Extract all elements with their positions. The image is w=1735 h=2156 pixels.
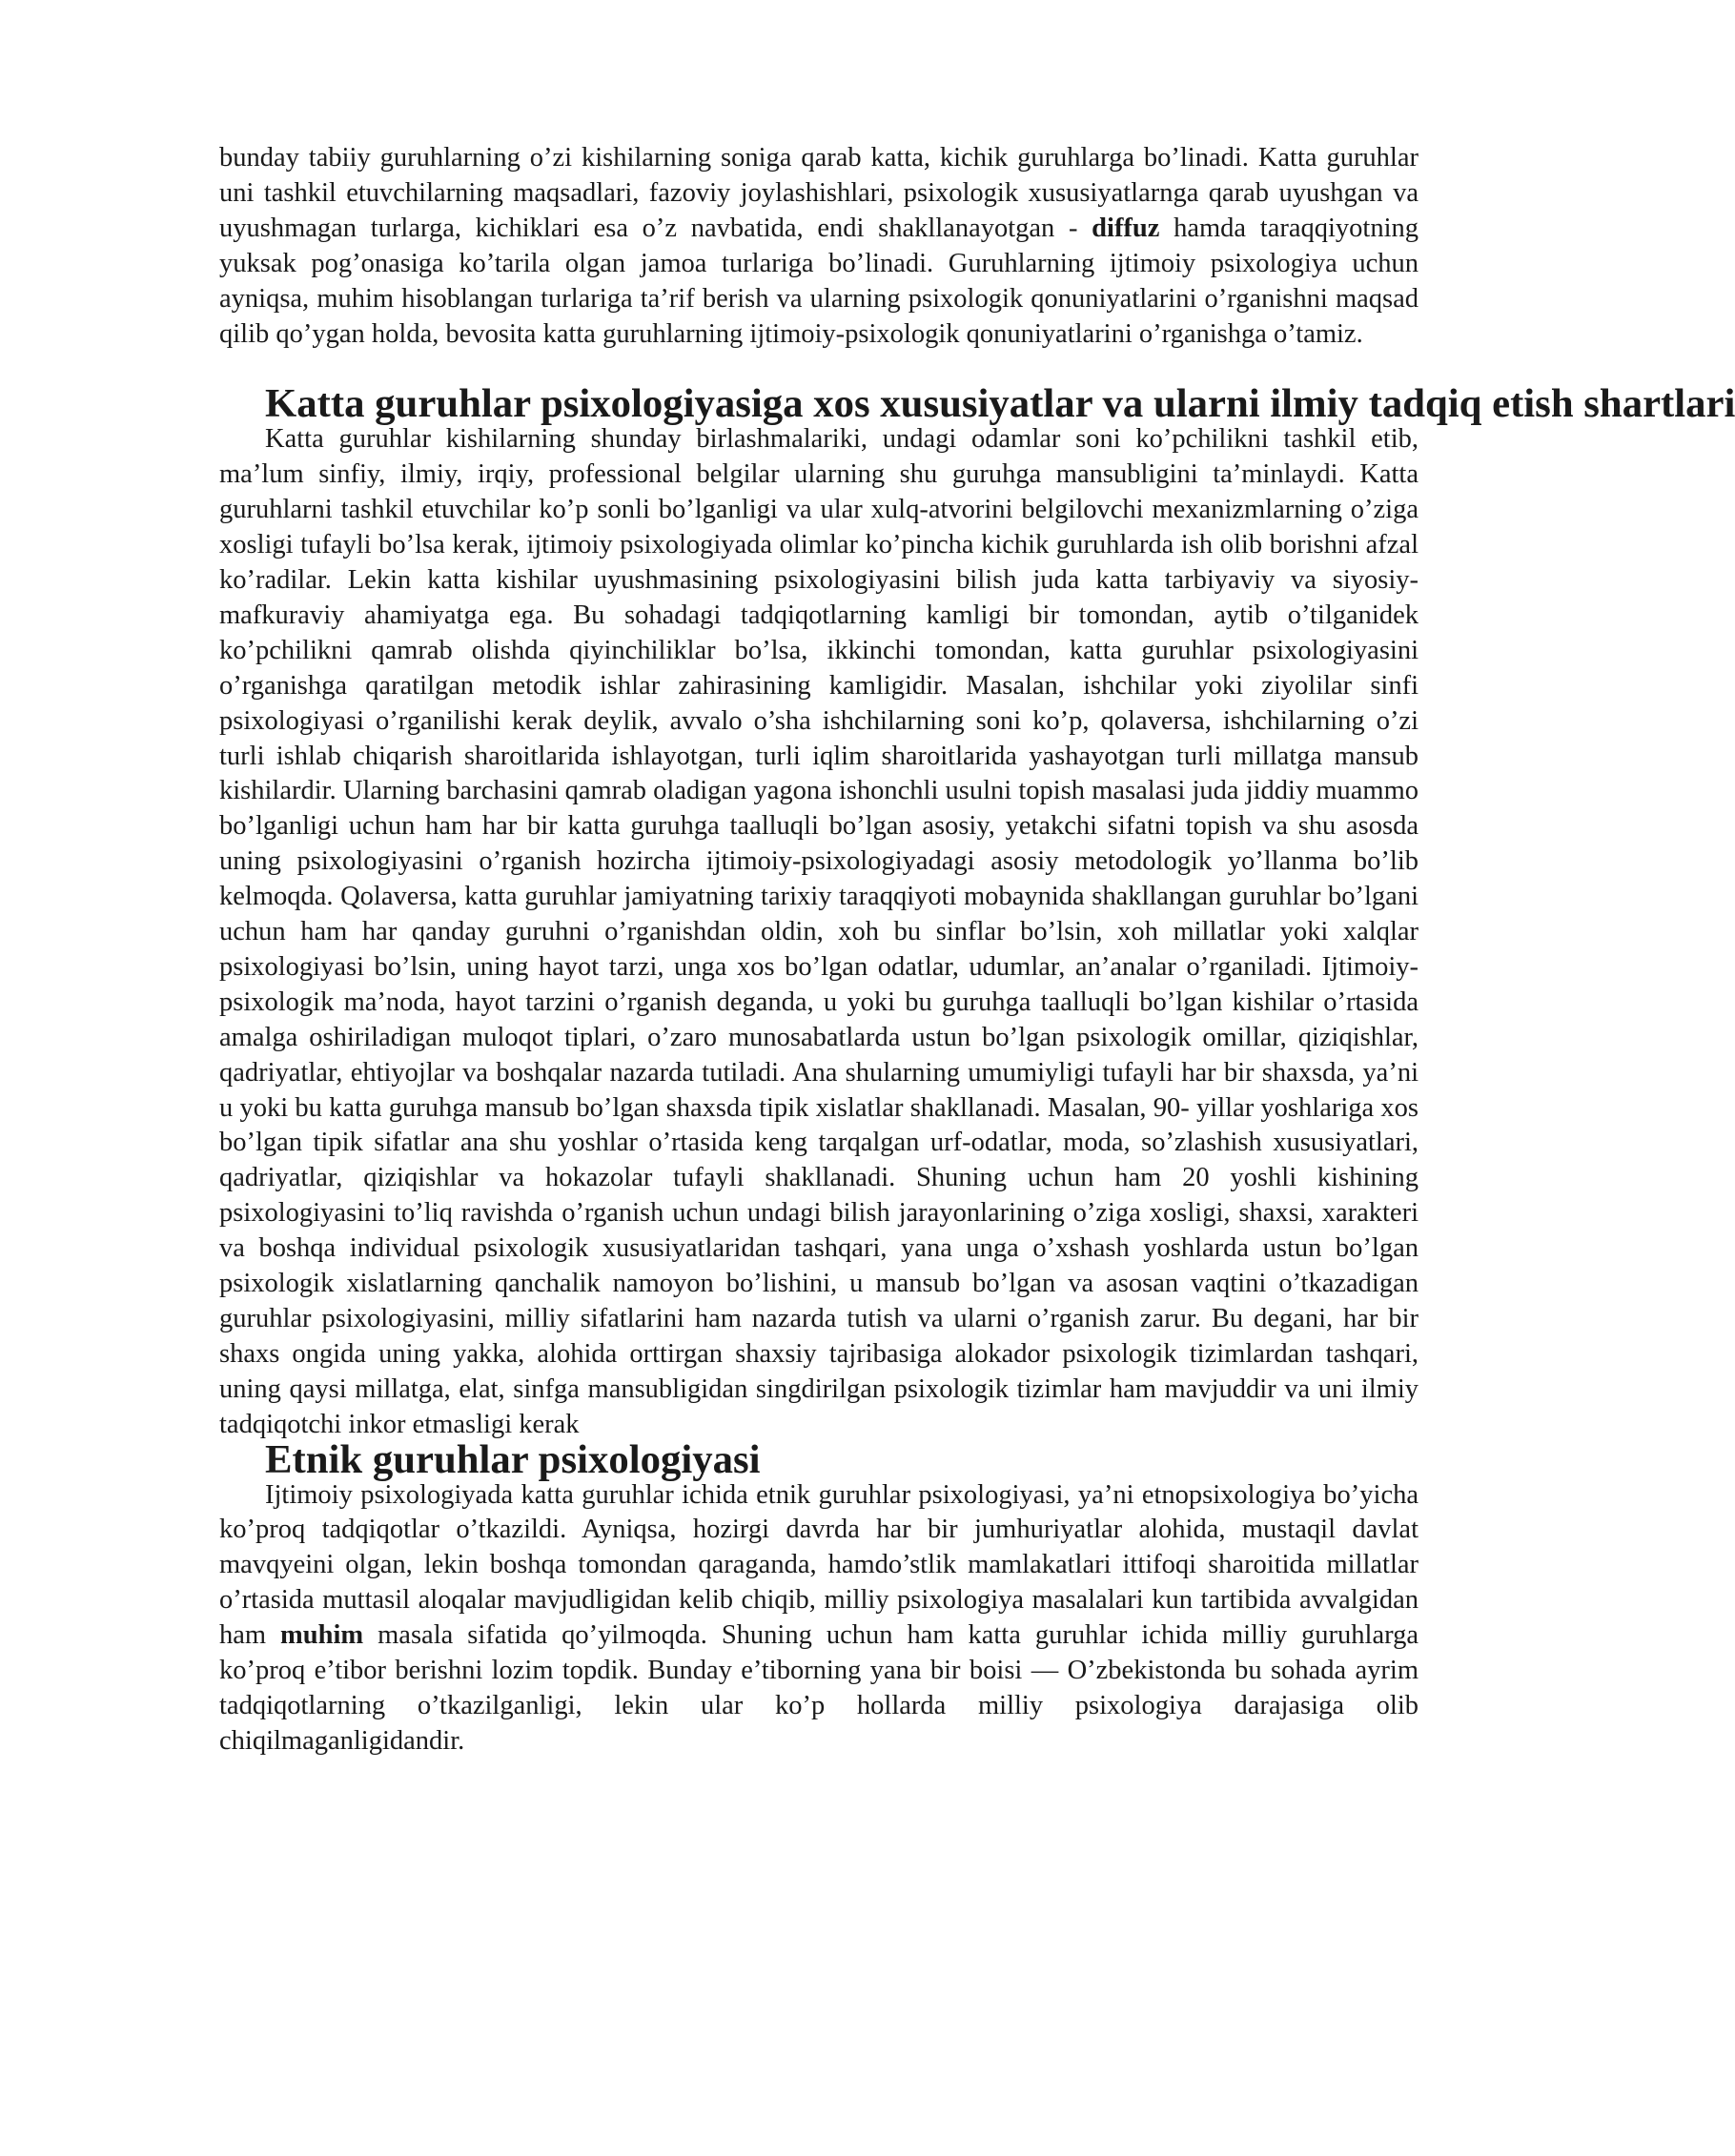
- intro-text-start: bunday tabiiy guruhlarning o’zi kishilarning soniga qarab katta, kichik guruhlarga bo’linadi. Katta guruhlar uni tashkil etuvchilarning maqsadlari, fazoviy joylashishlari, psixologik xususiyatlarnga qarab uyushgan va uyushmagan turlarga, kichiklari esa o’z navbatida, endi shakllanayotgan -: [219, 143, 1419, 243]
- large-groups-paragraph: Katta guruhlar kishilarning shunday birlashmalariki, undagi odamlar soni ko’pchilikni tashkil etib, ma’lum sinfiy, ilmiy, irqiy, professional belgilar ularning shu guruhga mansubligini ta’minlaydi. Katta guruhlarni tashkil etuvchilar ko’p sonli bo’lganligi va ular xulq-atvorini belgilovchi mexanizmlarning o’ziga xosligi tufayli bo’lsa kerak, ijtimoiy psixologiyada olimlar ko’pincha kichik guruhlarda ish olib borishni afzal ko’radilar. Lekin katta kishilar uyushmasining psixologiyasini bilish juda katta tarbiyaviy va siyosiy-mafkuraviy ahamiyatga ega. Bu sohadagi tadqiqotlarning kamligi bir tomondan, aytib o’tilganidek ko’pchilikni qamrab olishda qiyinchiliklar bo’lsa, ikkinchi tomondan, katta guruhlar psixologiyasini o’rganishga qaratilgan metodik ishlar zahirasining kamligidir. Masalan, ishchilar yoki ziyolilar sinfi psixologiyasi o’rganilishi kerak deylik, avvalo o’sha ishchilarning soni ko’p, qolaversa, ishchilarning o’zi turli ishlab chiqarish sharoitlarida ishlayotgan, turli iqlim sharoitlarida yashayotgan turli millatga mansub kishilardir. Ularning barchasini qamrab oladigan yagona ishonchli usulni topish masalasi juda jiddiy muammo bo’lganligi uchun ham har bir katta guruhga taalluqli bo’lgan asosiy, yetakchi sifatni topish va shu asosda uning psixologiyasini o’rganish hozircha ijtimoiy-psixologiyadagi asosiy metodologik yo’llanma bo’lib kelmoqda. Qolaversa, katta guruhlar jamiyatning tarixiy taraqqiyoti mobaynida shakllangan guruhlar bo’lgani uchun ham har qanday guruhni o’rganishdan oldin, xoh bu sinflar bo’lsin, xoh millatlar yoki xalqlar psixologiyasi bo’lsin, uning hayot tarzi, unga xos bo’lgan odatlar, udumlar, an’analar o’rganiladi. Ijtimoiy-psixologik ma’noda, hayot tarzini o’rganish deganda, u yoki bu guruhga taalluqli bo’lgan kishilar o’rtasida amalga oshiriladigan muloqot tiplari, o’zaro munosabatlarda ustun bo’lgan psixologik omillar, qiziqishlar, qadriyatlar, ehtiyojlar va boshqalar nazarda tutiladi. Ana shularning umumiyligi tufayli har bir shaxsda, ya’ni u yoki bu katta guruhga mansub bo’lgan shaxsda tipik xislatlar shakllanadi. Masalan, 90- yillar yoshlariga xos bo’lgan tipik sifatlar ana shu yoshlar o’rtasida keng tarqalgan urf-odatlar, moda, so’zlashish xususiyatlari, qadriyatlar, qiziqishlar va hokazolar tufayli shakllanadi. Shuning uchun ham 20 yoshli kishining psixologiyasini to’liq ravishda o’rganish uchun undagi bilish jarayonlarining o’ziga xosligi, shaxsi, xarakteri va boshqa individual psixologik xususiyatlaridan tashqari, yana unga o’xshash yoshlarda ustun bo’lgan psixologik xislatlarning qanchalik namoyon bo’lishini, u mansub bo’lgan va asosan vaqtini o’tkazadigan guruhlar psixologiyasini, milliy sifatlarini ham nazarda tutish va ularni o’rganish zarur. Bu degani, har bir shaxs ongida uning yakka, alohida orttirgan shaxsiy tajribasiga alokador psixologik tizimlardan tashqari, uning qaysi millatga, elat, sinfga mansubligidan singdirilgan psixologik tizimlar ham mavjuddir va uni ilmiy tadqiqotchi inkor etmasligi kerak: [219, 424, 1419, 1439]
- term-diffuz: diffuz: [1092, 213, 1160, 243]
- document-page: [219, 141, 1735, 1759]
- ethnic-text-start: Ijtimoiy psixologiyada katta guruhlar ichida etnik guruhlar psixologiyasi, ya’ni etnopsixologiya bo’yicha ko’proq tadqiqotlar o’tkazildi. Ayniqsa, hozirgi davrda har bir jumhuriyatlar alohida, mustaqil davlat mavqyeini olgan, lekin boshqa tomondan qaraganda, hamdo’stlik mamlakatlari ittifoqi sharoitida millatlar o’rtasida muttasil aloqalar mavjudligidan kelib chiqib, milliy psixologiya masalalari kun tartibida avvalgidan ham: [219, 1479, 1419, 1651]
- intro-text-end: hamda taraqqiyotning yuksak pog’onasiga ko’tarila olgan jamoa turlariga bo’linadi. Guruhlarning ijtimoiy psixologiya uchun ayniqsa, muhim hisoblangan turlariga ta’rif berish va ularning psixologik qonuniyatlarini o’rganishni maqsad qilib qo’ygan holda, bevosita katta guruhlarning ijtimoiy-psixologik qonuniyatlarini o’rganishga o’tamiz.: [219, 213, 1419, 349]
- ethnic-groups-paragraph: [219, 1478, 1419, 1759]
- term-muhim: muhim: [280, 1620, 364, 1651]
- intro-paragraph: [219, 141, 1419, 352]
- ethnic-text-end: masala sifatida qo’yilmoqda. Shuning uchun ham katta guruhlar ichida milliy guruhlarga ko’proq e’tibor berishni lozim topdik. Bunday e’tiborning yana bir boisi — O’zbekistonda bu sohada ayrim tadqiqotlarning o’tkazilganligi, lekin ular ko’p hollarda milliy psixologiya darajasiga olib chiqilmaganligidandir.: [219, 1620, 1419, 1756]
- section-heading-ethnic-groups: Etnik guruhlar psixologiyasi: [265, 1436, 761, 1482]
- section-heading-large-groups: Katta guruhlar psixologiyasiga xos xususiyatlar va ularni ilmiy tadqiq etish shartlari: [265, 381, 1735, 427]
